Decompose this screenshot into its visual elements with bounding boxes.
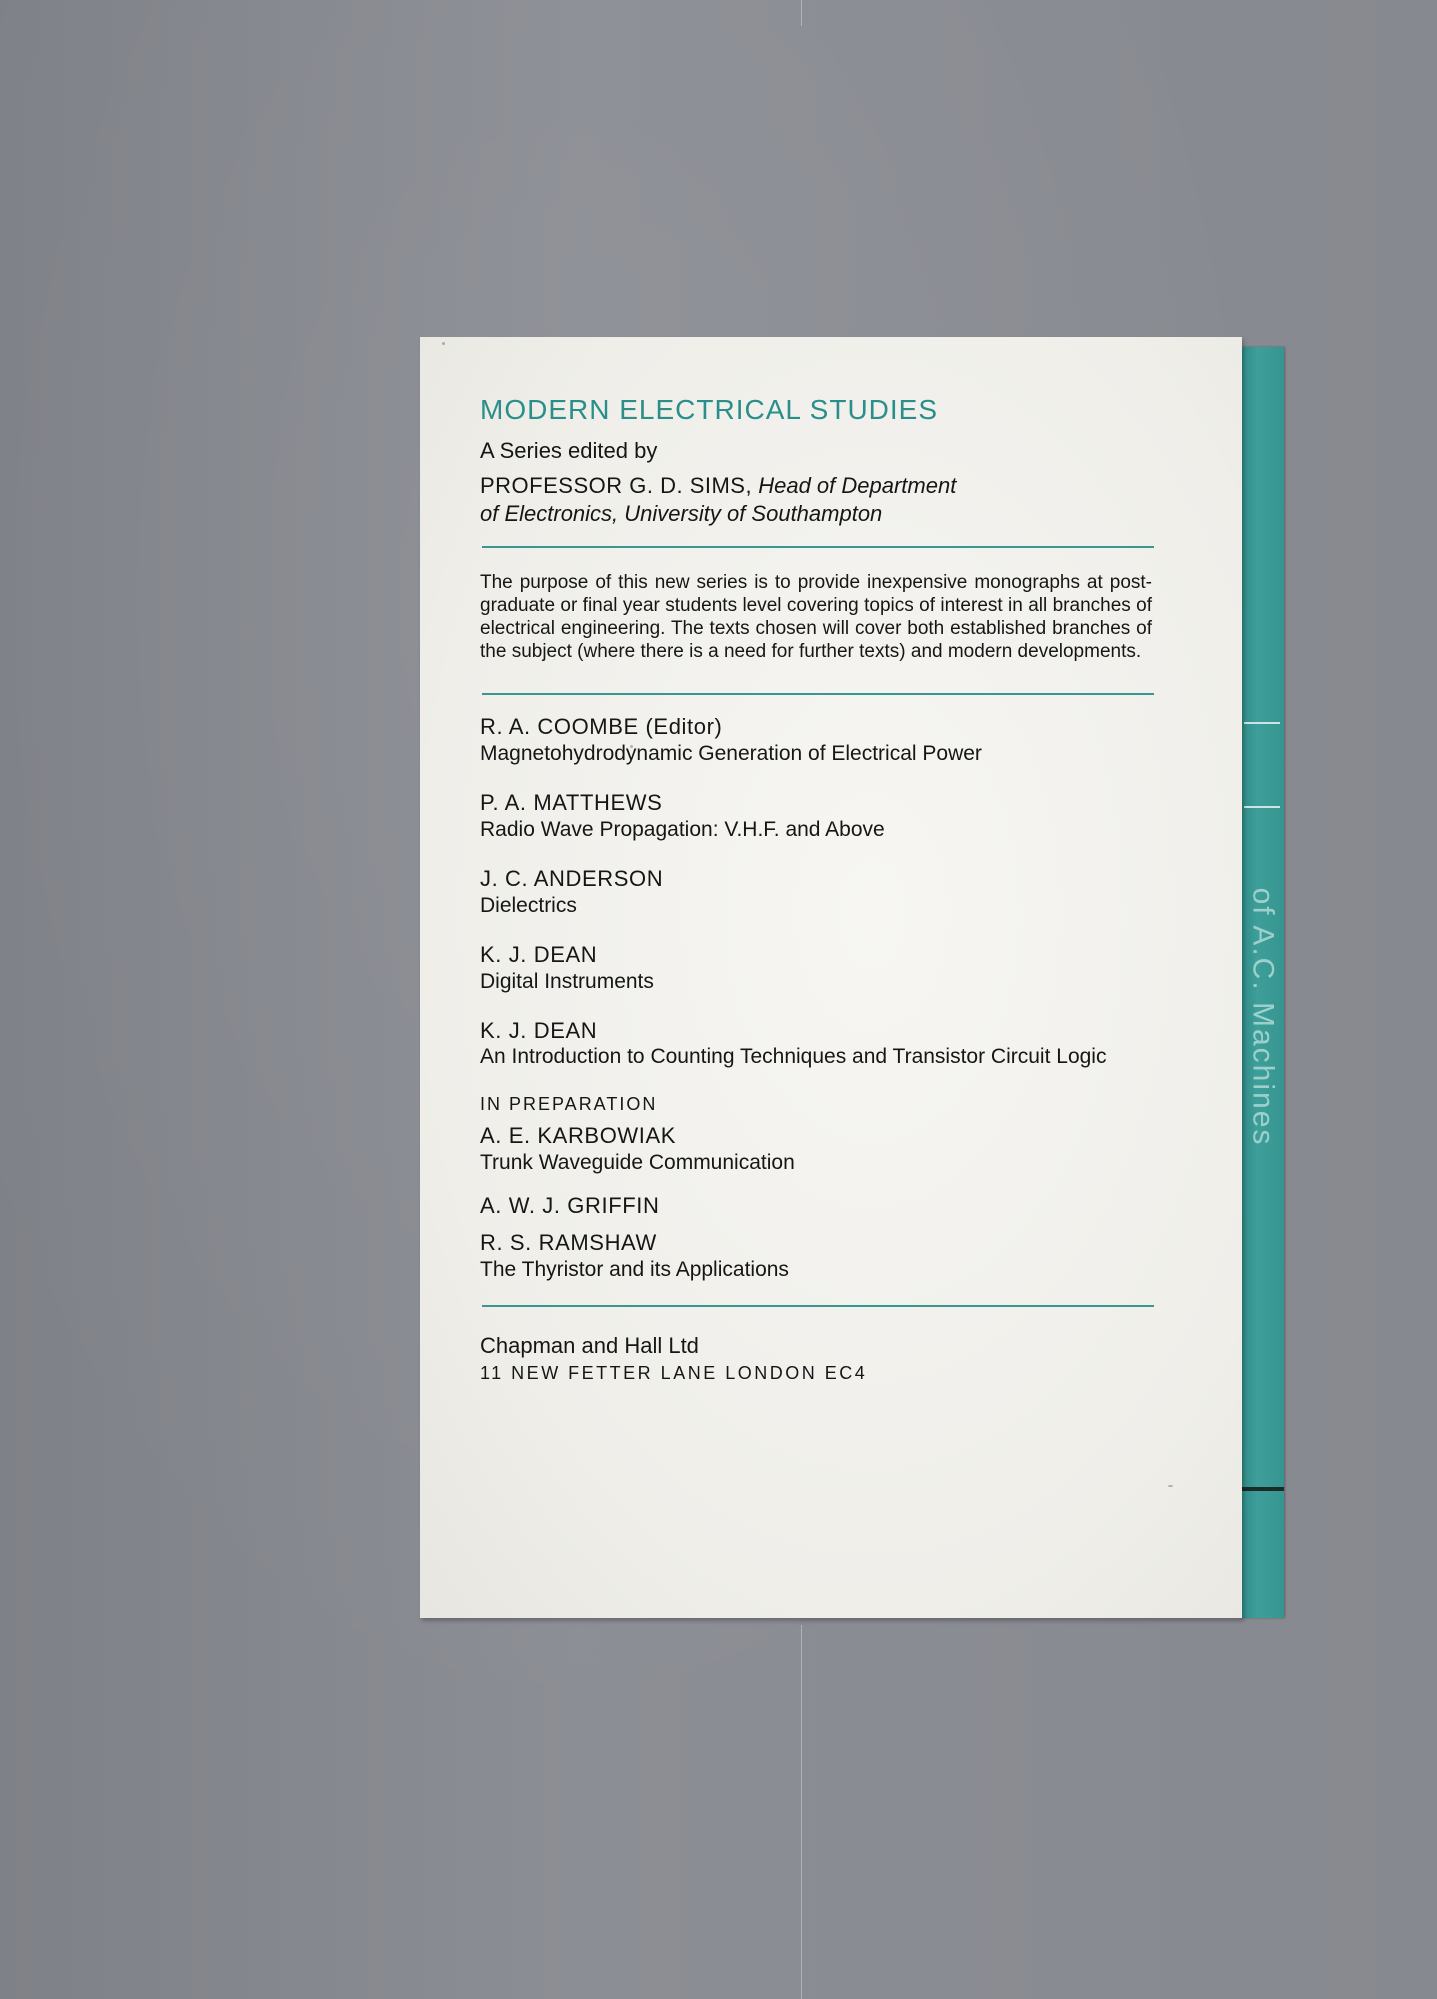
book-title: Digital Instruments [480, 970, 654, 993]
book-entry [480, 865, 1180, 919]
editor-name: PROFESSOR G. D. SIMS, [480, 473, 753, 498]
editor-role-line2: of Electronics, University of Southampton [480, 501, 883, 526]
book-entry [480, 713, 1180, 767]
book-author: K. J. DEAN [480, 942, 598, 967]
divider-rule [482, 1305, 1154, 1307]
spine-notch [1244, 806, 1280, 808]
editor-role-line1: Head of Department [758, 473, 957, 498]
spine-title-text: of A.C. Machines [1246, 887, 1279, 1147]
book-author: K. J. DEAN [480, 1018, 598, 1043]
spine-band [1240, 1487, 1284, 1491]
divider-rule [482, 693, 1154, 695]
book-title: Trunk Waveguide Communication [480, 1151, 795, 1174]
book-title: Magnetohydrodynamic Generation of Electrical Power [480, 742, 982, 765]
book-author: A. W. J. GRIFFIN [480, 1193, 660, 1218]
published-list [480, 713, 1180, 1069]
speck [1168, 1485, 1173, 1487]
series-editor [480, 472, 1180, 528]
book-entry [480, 941, 1180, 995]
book-title: An Introduction to Counting Techniques and Transistor Circuit Logic [480, 1045, 1107, 1068]
spine-notch [1244, 722, 1280, 724]
publisher-address: 11 NEW FETTER LANE LONDON EC4 [480, 1363, 868, 1383]
publisher-name: Chapman and Hall Ltd [480, 1333, 699, 1358]
scan-line-bottom [801, 1625, 802, 1999]
edited-by-line: A Series edited by [480, 438, 658, 463]
divider-rule [482, 546, 1154, 548]
book-entry [480, 1192, 1180, 1283]
book-title: Radio Wave Propagation: V.H.F. and Above [480, 818, 885, 841]
speck [442, 342, 445, 345]
book-spine [1240, 347, 1284, 1618]
book-entry [480, 789, 1180, 843]
book-author: P. A. MATTHEWS [480, 790, 663, 815]
book-title: The Thyristor and its Applications [480, 1258, 789, 1281]
book-author: R. S. RAMSHAW [480, 1230, 657, 1255]
series-title: MODERN ELECTRICAL STUDIES [480, 394, 939, 425]
spine-title [1242, 867, 1282, 1167]
scan-line-top [801, 0, 802, 26]
in-preparation-label: IN PREPARATION [480, 1094, 658, 1114]
book [420, 337, 1282, 1618]
book-entry [480, 1122, 1180, 1176]
series-purpose: The purpose of this new series is to provide inexpensive monographs at post-graduate or final year students level covering topics of interest in all branches of electrical engineering. The texts chosen will cover both established branches of the subject (where there is a need for further texts) and modern developments. [480, 572, 1152, 662]
book-author: R. A. COOMBE (Editor) [480, 714, 723, 739]
book-title: Dielectrics [480, 894, 577, 917]
book-entry [480, 1017, 1180, 1069]
back-cover [420, 337, 1242, 1618]
book-author: J. C. ANDERSON [480, 866, 664, 891]
book-author: A. E. KARBOWIAK [480, 1123, 677, 1148]
cover-content [480, 393, 1180, 1385]
